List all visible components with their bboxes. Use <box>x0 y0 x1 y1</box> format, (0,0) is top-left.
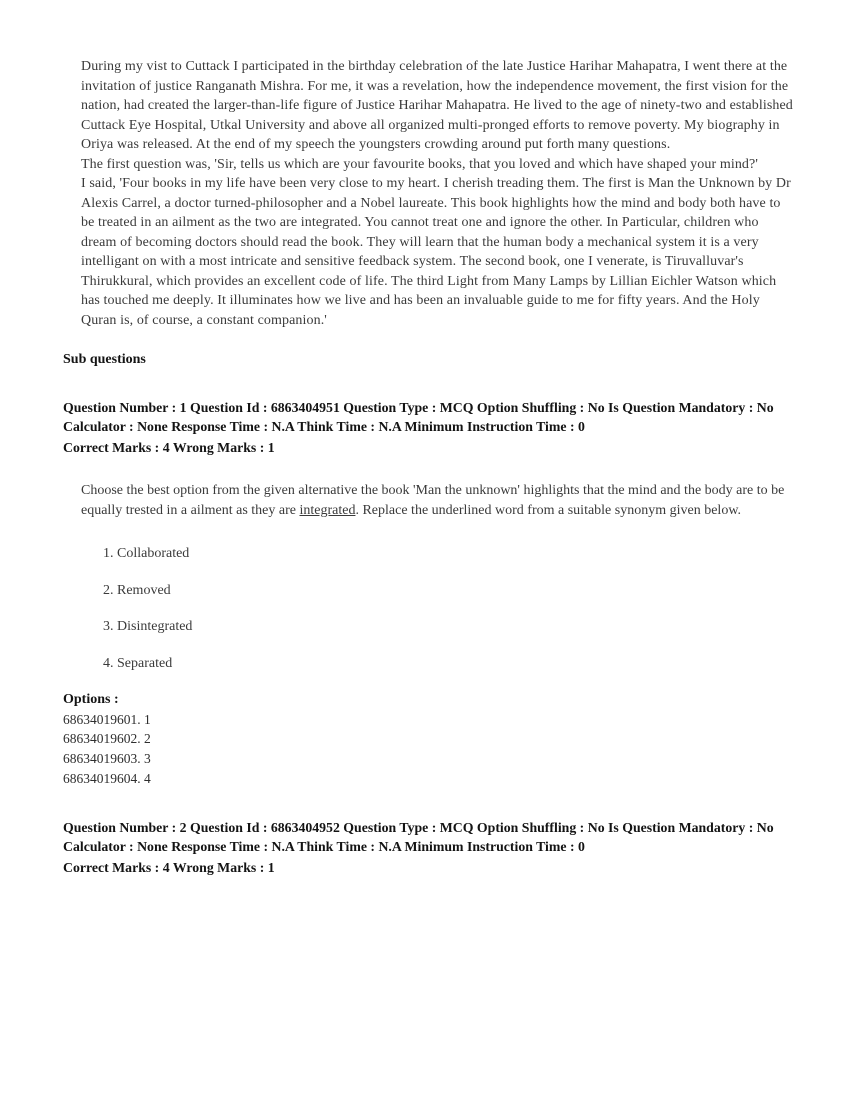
option-code: 68634019602. 2 <box>63 731 151 747</box>
question1-text <box>81 481 794 520</box>
passage-paragraph: The first question was, 'Sir, tells us which are your favourite books, that you loved and which have shaped your mind?' <box>81 156 758 172</box>
question1-marks-line: Correct Marks : 4 Wrong Marks : 1 <box>63 440 275 455</box>
question2-meta-line: Question Number : 2 Question Id : 6863404952 Question Type : MCQ Option Shuffling : No Is Question Mandatory : No Calculator : None Response Time : N.A Think Time : N.A Minimum Instruction Time : 0 <box>63 820 774 855</box>
choice-item: 4. Separated <box>103 655 173 671</box>
reading-passage <box>81 57 794 330</box>
question2-meta-block <box>63 818 787 877</box>
choice-item: 2. Removed <box>103 582 171 598</box>
options-heading: Options : <box>63 692 119 707</box>
choice-item: 3. Disintegrated <box>103 619 193 634</box>
option-code: 68634019603. 3 <box>63 750 151 766</box>
passage-paragraph: I said, 'Four books in my life have been very close to my heart. I cherish treading them. The first is Man the Unknown by Dr Alexis Carrel, a doctor turned-philosopher and a Nobel laureate. This book highlights how the mind and body both have to be treated in an ailment as the two are integrated. You cannot treat one and ignore the other. In Particular, children who dream of becoming doctors should read the book. They will learn that the human body a mechanical system it is a very intelligant on with a most intricate and sensitive feedback system. The second book, one I venerate, is Tiruvalluvar's Thirukkural, which provides an excellent code of life. The third Light from Many Lamps by Lillian Eichler Watson which has touched me deeply. It illuminates how we live and has been an invaluable guide to me for fifty years. And the Holy Quran is, of course, a constant companion.' <box>81 176 791 328</box>
question2-marks-line: Correct Marks : 4 Wrong Marks : 1 <box>63 860 275 876</box>
question1-meta-block <box>63 398 787 457</box>
option-code: 68634019604. 4 <box>63 770 151 786</box>
question1-text-before: Choose the best option from the given alternative the book 'Man the unknown' highlights that the mind and the body are to be equally trested in a ailment as they are <box>81 483 785 518</box>
option-code: 68634019601. 1 <box>63 711 151 727</box>
question1-underlined-word: integrated <box>299 502 356 518</box>
sub-questions-heading: Sub questions <box>63 352 146 367</box>
question1-text-after: . Replace the underlined word from a suitable synonym given below. <box>355 502 742 518</box>
passage-paragraph: During my vist to Cuttack I participated in the birthday celebration of the late Justice Harihar Mahapatra, I went there at the invitation of justice Ranganath Mishra. For me, it was a revelation, how the independence movement, the first vision for the nation, had created the larger-than-life figure of Justice Harihar Mahapatra. He lived to the age of ninety-two and established Cuttack Eye Hospital, Utkal University and above all organized multi-pronged efforts to remove poverty. My biography in Oriya was released. At the end of my speech the youngsters crowding around put forth many questions. <box>81 59 793 152</box>
choice-item: 1. Collaborated <box>103 546 190 561</box>
question1-options-block <box>63 690 794 788</box>
question1-meta-line: Question Number : 1 Question Id : 6863404951 Question Type : MCQ Option Shuffling : No Is Question Mandatory : No Calculator : None Response Time : N.A Think Time : N.A Minimum Instruction Time : 0 <box>63 400 774 434</box>
question1-choices <box>103 544 794 673</box>
